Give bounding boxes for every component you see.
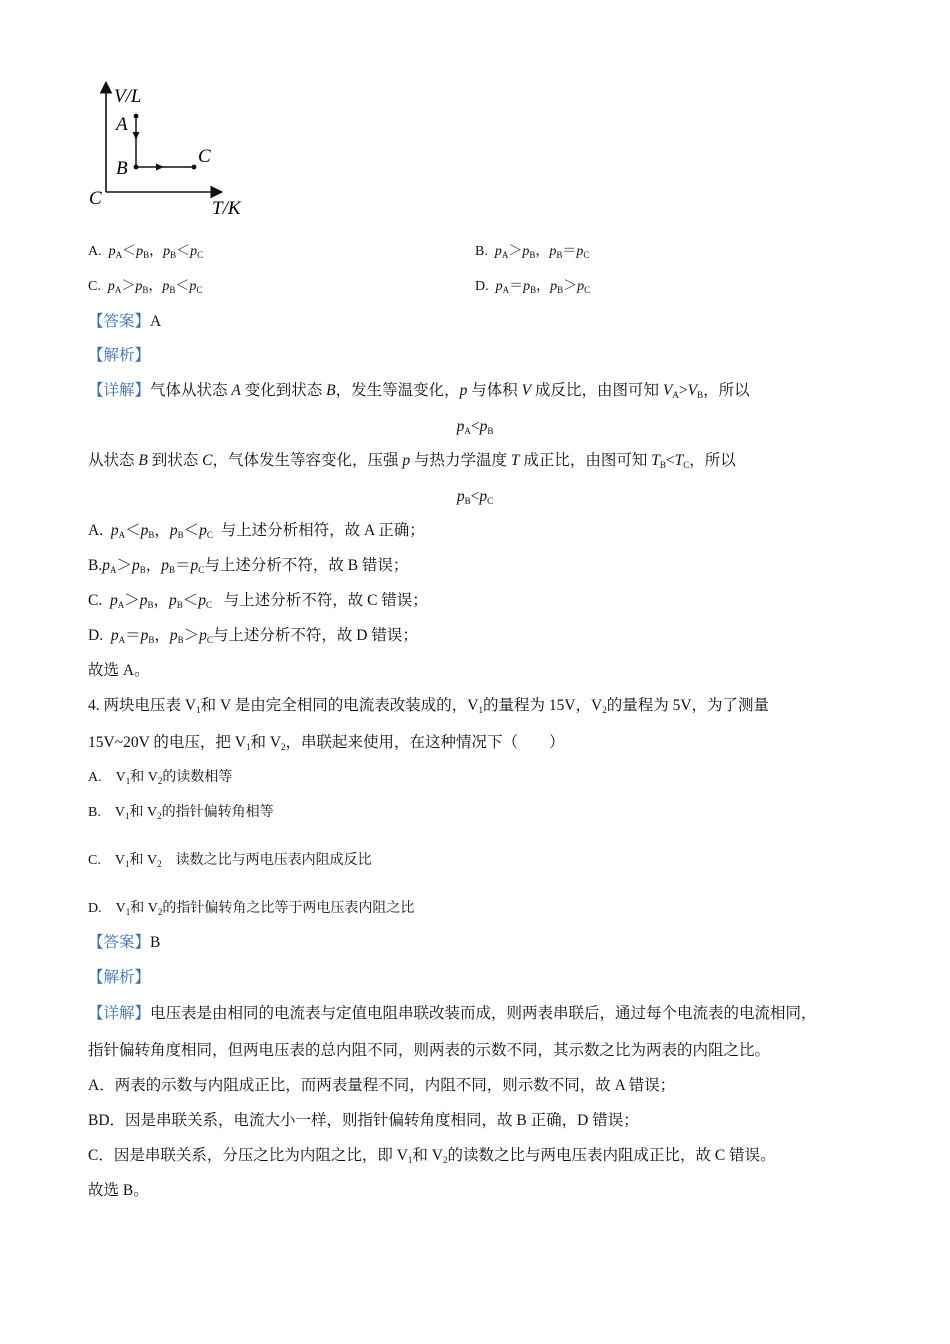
q4-explain-c: C．因是串联关系，分压之比为内阻之比，即 $V_1$和 $V_2$的读数之比与两电压表内阻成正比，故 C 错误。 (88, 1147, 776, 1165)
q4-detail-2: 指针偏转角度相同，但两电压表的总内阻不同，则两表的示数不同，其示数之比为两表的内阻之比。 (88, 1042, 771, 1059)
q3-conclusion: 故选 A。 (88, 662, 150, 679)
point-b-label: B (116, 158, 128, 179)
q4-option-c: C. $V_1$和 $V_2$ 读数之比与两电压表内阻成反比 (88, 853, 372, 869)
q4-option-a: A. $V_1$和 $V_2$的读数相等 (88, 770, 233, 786)
q3-detail-2: 从状态 B 到状态 C，气体发生等容变化，压强 p 与热力学温度 T 成正比，由图可知 $T_B<T_C$，所以 (88, 452, 736, 470)
q4-option-d: D. $V_1$和 $V_2$的指针偏转角之比等于两电压表内阻之比 (88, 901, 415, 917)
point-c-label: C (198, 146, 211, 167)
q3-explain-d: D. $p_A=p_B$，$p_B>p_C$与上述分析不符，故 D 错误； (88, 627, 418, 645)
q3-option-c: C. $p_A>p_B$，$p_B<p_C$ (88, 279, 203, 295)
q4-answer: 【答案】B (88, 934, 161, 951)
q4-analysis-label: 【解析】 (88, 969, 151, 986)
q3-answer: 【答案】A (88, 313, 162, 330)
q4-stem-1: 4. 两块电压表 $V_1$和 V 是由完全相同的电流表改装成的，$V_1$的量程为 15V，$V_2$的量程为 5V，为了测量 (88, 697, 770, 715)
y-axis-label: V/L (114, 86, 142, 107)
q3-analysis-label: 【解析】 (88, 347, 151, 364)
q3-option-d: D. $p_A=p_B$，$p_B>p_C$ (475, 279, 591, 295)
q3-explain-c: C. $p_A>p_B$，$p_B<p_C$ 与上述分析不符，故 C 错误； (88, 592, 428, 610)
q3-option-b: B. $p_A>p_B$，$p_B=p_C$ (475, 244, 590, 260)
point-a-label: A (116, 114, 128, 135)
x-axis-label: T/K (212, 198, 241, 219)
origin-label: C (89, 188, 102, 209)
q4-detail-1: 【详解】电压表是由相同的电流表与定值电阻串联改装而成，则两表串联后，通过每个电流表的电流相同， (88, 1005, 817, 1022)
q4-conclusion: 故选 B。 (88, 1182, 149, 1199)
q4-explain-a: A．两表的示数与内阻成正比，而两表量程不同，内阻不同，则示数不同，故 A 错误； (88, 1077, 676, 1094)
arrow-a-b (133, 132, 140, 140)
q3-detail-1: 【详解】气体从状态 A 变化到状态 B，发生等温变化，p 与体积 V 成反比，由图可知 $V_A>V_B$，所以 (88, 382, 750, 400)
q4-option-b: B. $V_1$和 $V_2$的指针偏转角相等 (88, 805, 274, 821)
v-t-diagram (84, 76, 264, 226)
q3-explain-b: $B.p_A>p_B$，$p_B=p_C$与上述分析不符，故 B 错误； (88, 557, 409, 575)
q4-stem-2: 15V~20V 的电压，把 $V_1$和 $V_2$，串联起来使用，在这种情况下（ ） (88, 734, 565, 752)
q3-option-a: A. $p_A<p_B$，$p_B<p_C$ (88, 244, 204, 260)
q3-formula-1: $p_A<p_B$ (456, 418, 494, 436)
q4-explain-bd: BD．因是串联关系，电流大小一样，则指针偏转角度相同，故 B 正确，D 错误； (88, 1112, 639, 1129)
arrow-b-c (156, 164, 164, 171)
q3-explain-a: A. $p_A<p_B$，$p_B<p_C$ 与上述分析相符，故 A 正确； (88, 522, 425, 540)
q3-formula-2: $p_B<p_C$ (456, 488, 494, 506)
